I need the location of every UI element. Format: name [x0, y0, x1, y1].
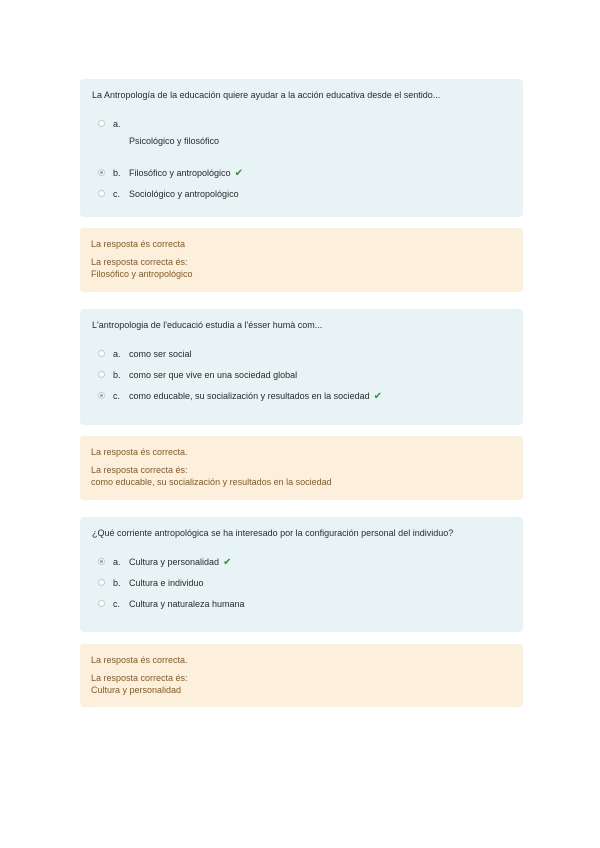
answer-option-b[interactable] — [98, 168, 243, 179]
radio-button[interactable] — [98, 190, 105, 197]
feedback-answer: Cultura y personalidad — [91, 685, 182, 695]
feedback-label: La resposta correcta és: — [91, 257, 188, 267]
feedback-status: La resposta és correcta. — [91, 447, 188, 457]
radio-button[interactable] — [98, 120, 105, 127]
radio-button-selected[interactable] — [98, 169, 105, 176]
check-icon: ✔ — [234, 168, 243, 179]
answer-letter: c. — [113, 189, 121, 199]
answer-letter: a. — [113, 557, 121, 567]
check-icon: ✔ — [373, 391, 383, 402]
radio-button[interactable] — [98, 600, 105, 607]
answer-option-b[interactable] — [98, 578, 204, 588]
answer-label: como ser que vive en una sociedad global — [129, 370, 298, 380]
answer-option-a[interactable] — [98, 119, 219, 146]
question-text: L'antropologia de l'educació estudia a l'ésser humà com... — [92, 320, 323, 330]
answer-option-b[interactable] — [98, 370, 297, 380]
check-icon: ✔ — [223, 557, 232, 568]
answer-letter: c. — [113, 391, 121, 401]
question-text: ¿Qué corriente antropológica se ha interesado por la configuración personal del individuo? — [92, 528, 454, 538]
answer-letter: b. — [113, 370, 121, 380]
feedback-label: La resposta correcta és: — [91, 465, 188, 475]
radio-button[interactable] — [98, 579, 105, 586]
answer-label: Psicológico y filosófico — [129, 136, 220, 146]
question-1 — [80, 79, 523, 217]
feedback-1 — [80, 228, 523, 292]
answer-option-c[interactable] — [98, 391, 382, 402]
answer-letter: b. — [113, 168, 121, 178]
radio-button-selected[interactable] — [98, 392, 105, 399]
feedback-answer: Filosófico y antropológico — [91, 269, 193, 279]
answer-option-a[interactable] — [98, 349, 192, 359]
feedback-status: La resposta és correcta — [91, 239, 186, 249]
feedback-answer: como educable, su socialización y resultados en la sociedad — [91, 477, 332, 487]
answer-label: Sociológico y antropológico — [129, 189, 239, 199]
answer-label: como ser social — [129, 349, 192, 359]
radio-button[interactable] — [98, 350, 105, 357]
answer-label: como educable, su socialización y resultados en la sociedad — [129, 391, 370, 401]
answer-option-c[interactable] — [98, 599, 245, 609]
answer-label: Filosófico y antropológico — [129, 168, 231, 178]
feedback-3 — [80, 644, 523, 707]
answer-label: Cultura y naturaleza humana — [129, 599, 245, 609]
answer-option-c[interactable] — [98, 189, 239, 199]
feedback-status: La resposta és correcta. — [91, 655, 188, 665]
answer-label: Cultura e individuo — [129, 578, 204, 588]
answer-letter: a. — [113, 349, 121, 359]
answer-letter: b. — [113, 578, 121, 588]
question-text: La Antropología de la educación quiere ayudar a la acción educativa desde el sentido... — [92, 90, 441, 100]
feedback-2 — [80, 436, 523, 500]
answer-label: Cultura y personalidad — [129, 557, 220, 567]
question-3 — [80, 517, 523, 632]
feedback-label: La resposta correcta és: — [91, 673, 188, 683]
radio-button[interactable] — [98, 371, 105, 378]
question-2 — [80, 309, 523, 425]
answer-letter: a. — [113, 119, 121, 129]
radio-button-selected[interactable] — [98, 558, 105, 565]
answer-option-a[interactable] — [98, 557, 231, 568]
answer-letter: c. — [113, 599, 121, 609]
